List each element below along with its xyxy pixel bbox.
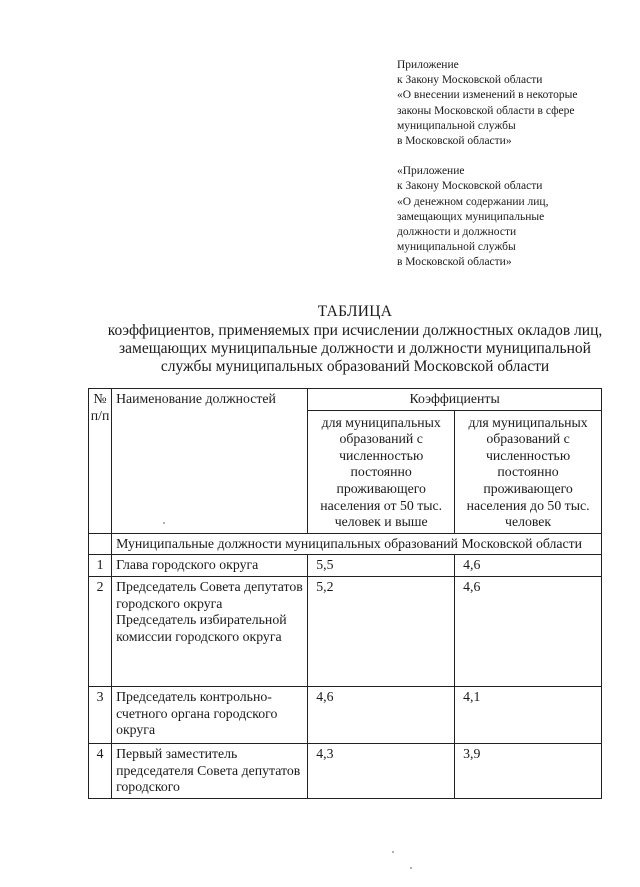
row-num: 1 [89,555,112,577]
table-row [89,686,602,743]
row-num: 2 [89,576,112,686]
scan-speck [392,851,394,853]
appendix-line: в Московской области» [397,256,512,269]
appendix-line: Приложение [397,59,459,71]
row-num: 4 [89,743,112,798]
row-coef-under-50k: 4,6 [455,555,602,577]
appendix-block-salary-law [397,164,627,270]
appendix-line: муниципальной службы [397,241,516,254]
document-title [60,303,640,376]
table-header-row [89,389,602,411]
appendix-line: в Московской области» [397,135,512,148]
appendix-line: «Приложение [397,165,465,178]
section-num-empty [89,533,112,555]
appendix-line: «О внесении изменений в некоторые [397,89,578,102]
appendix-line: к Закону Московской области [397,74,543,87]
row-num: 3 [89,686,112,743]
appendix-line: к Закону Московской области [397,180,543,193]
appendix-line: законы Московской области в сфере [397,104,575,117]
header-col-under-50k: для муниципальных образований с численностью постоянно проживающего населения до 50 тыс. человек [455,410,602,533]
appendix-line: должности и должности [397,226,517,239]
header-name: Наименование должностей [112,389,308,534]
row-coef-over-50k: 5,2 [308,576,455,686]
table-row [89,743,602,798]
appendix-heading [397,58,627,271]
appendix-line: замещающих муниципальные [397,210,545,223]
section-title: Муниципальные должности муниципальных образований Московской области [112,533,602,555]
row-coef-over-50k: 4,3 [308,743,455,798]
table-section-row [89,533,602,555]
title-line: замещающих муниципальные должности и должности муниципальной [119,340,591,357]
row-coef-over-50k: 5,5 [308,555,455,577]
row-coef-over-50k: 4,6 [308,686,455,743]
title-line: коэффициентов, применяемых при исчислении должностных окладов лиц, [107,322,603,339]
scan-speck [163,522,165,524]
appendix-line: муниципальной службы [397,119,516,132]
appendix-line: «О денежном содержании лиц, [397,195,549,208]
row-position: Председатель Совета депутатов городского округа Председатель избирательной комиссии городского округа [112,576,308,686]
row-coef-under-50k: 3,9 [455,743,602,798]
scan-speck [410,867,412,869]
row-coef-under-50k: 4,1 [455,686,602,743]
row-position: Первый заместитель председателя Совета депутатов городского [112,743,308,798]
table-row [89,576,602,686]
header-num: № п/п [89,389,112,534]
header-col-over-50k: для муниципальных образований с численностью постоянно проживающего населения от 50 тыс. человек и выше [308,410,455,533]
coefficients-table [88,388,602,799]
appendix-block-amending-law [397,58,627,149]
row-position: Председатель контрольно-счетного органа городского округа [112,686,308,743]
header-coefficients: Коэффициенты [308,389,602,411]
row-position: Глава городского округа [112,555,308,577]
title-line: службы муниципальных образований Московской области [160,358,550,375]
title-heading: ТАБЛИЦА [317,303,393,320]
row-coef-under-50k: 4,6 [455,576,602,686]
table-row [89,555,602,577]
